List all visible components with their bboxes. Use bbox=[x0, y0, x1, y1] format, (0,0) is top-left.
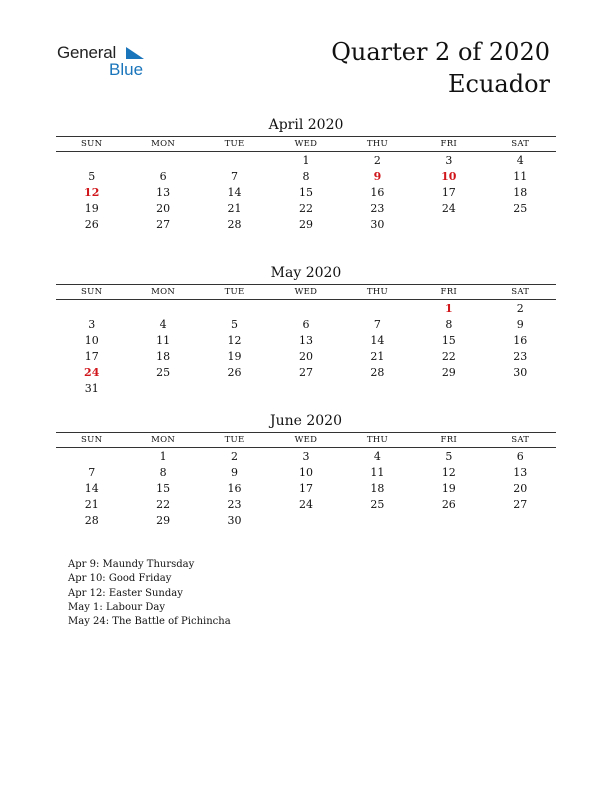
day-cell: 9 bbox=[516, 317, 524, 331]
day-cell: 11 bbox=[513, 169, 528, 183]
page-title bbox=[331, 36, 550, 100]
weekday-header: THU bbox=[366, 287, 388, 297]
week-row bbox=[56, 512, 556, 528]
title-quarter: Quarter 2 of 2020 bbox=[331, 38, 550, 66]
logo-blue-text: Blue bbox=[109, 60, 144, 79]
day-cell: 16 bbox=[513, 333, 528, 347]
day-cell: 12 bbox=[227, 333, 242, 347]
logo-general-text: General bbox=[57, 43, 117, 62]
holiday-note: May 1: Labour Day bbox=[68, 601, 165, 613]
month-name: June 2020 bbox=[269, 413, 342, 429]
week-row bbox=[56, 200, 556, 216]
week-row bbox=[56, 216, 556, 232]
week-row bbox=[56, 184, 556, 200]
day-cell: 6 bbox=[302, 317, 310, 331]
generalblue-logo bbox=[57, 43, 167, 83]
day-cell: 2 bbox=[231, 449, 239, 463]
month-calendar-may bbox=[56, 264, 556, 396]
week-row bbox=[56, 464, 556, 480]
day-cell: 24 bbox=[298, 497, 313, 511]
day-cell: 23 bbox=[370, 201, 385, 215]
day-cell: 21 bbox=[84, 497, 99, 511]
week-row bbox=[56, 168, 556, 184]
weekday-header: THU bbox=[366, 139, 388, 149]
day-cell: 9 bbox=[231, 465, 239, 479]
day-cell: 7 bbox=[231, 169, 239, 183]
day-cell: 13 bbox=[156, 185, 171, 199]
week-row bbox=[56, 152, 556, 168]
day-cell: 7 bbox=[88, 465, 96, 479]
holiday-note: Apr 9: Maundy Thursday bbox=[68, 559, 195, 570]
day-cell: 20 bbox=[298, 349, 313, 363]
weekday-header: SUN bbox=[81, 139, 103, 149]
day-cell: 31 bbox=[84, 381, 99, 395]
day-cell: 11 bbox=[370, 465, 385, 479]
day-cell: 25 bbox=[156, 365, 171, 379]
day-cell: 14 bbox=[84, 481, 99, 495]
day-cell: 8 bbox=[159, 465, 167, 479]
month-calendar-june bbox=[56, 412, 556, 528]
day-cell: 16 bbox=[227, 481, 242, 495]
day-cell: 13 bbox=[298, 333, 313, 347]
logo-flag-icon bbox=[124, 45, 146, 61]
day-cell: 6 bbox=[159, 169, 167, 183]
month-calendar-april bbox=[56, 116, 556, 232]
day-cell: 9 bbox=[373, 169, 382, 183]
day-cell: 7 bbox=[373, 317, 381, 331]
week-row bbox=[56, 448, 556, 464]
weekday-header: TUE bbox=[224, 435, 245, 445]
day-cell: 11 bbox=[156, 333, 171, 347]
day-cell: 24 bbox=[84, 365, 100, 379]
week-row bbox=[56, 332, 556, 348]
month-name: April 2020 bbox=[268, 117, 344, 133]
weekday-header: TUE bbox=[224, 139, 245, 149]
holiday-note: May 24: The Battle of Pichincha bbox=[68, 616, 231, 628]
day-cell: 26 bbox=[84, 217, 99, 231]
day-cell: 20 bbox=[513, 481, 528, 495]
day-cell: 27 bbox=[513, 497, 528, 511]
weekday-header: SUN bbox=[81, 435, 103, 445]
day-cell: 2 bbox=[516, 301, 524, 315]
weekday-header: MON bbox=[151, 139, 176, 149]
weekday-header: SAT bbox=[511, 287, 530, 297]
day-cell: 23 bbox=[513, 349, 528, 363]
week-row bbox=[56, 316, 556, 332]
day-cell: 28 bbox=[84, 513, 99, 527]
day-cell: 5 bbox=[88, 169, 96, 183]
weekday-header: FRI bbox=[440, 435, 458, 445]
title-country: Ecuador bbox=[447, 70, 550, 98]
day-cell: 27 bbox=[156, 217, 171, 231]
day-cell: 4 bbox=[373, 449, 381, 463]
weekday-header: SAT bbox=[511, 139, 530, 149]
weekday-header-row bbox=[56, 136, 556, 152]
day-cell: 18 bbox=[513, 185, 528, 199]
day-cell: 18 bbox=[156, 349, 171, 363]
weekday-header: SAT bbox=[511, 435, 530, 445]
day-cell: 10 bbox=[441, 169, 457, 183]
day-cell: 21 bbox=[227, 201, 242, 215]
day-cell: 14 bbox=[227, 185, 242, 199]
day-cell: 12 bbox=[84, 185, 100, 199]
day-cell: 21 bbox=[370, 349, 385, 363]
day-cell: 25 bbox=[513, 201, 528, 215]
weekday-header: MON bbox=[151, 435, 176, 445]
day-cell: 10 bbox=[84, 333, 99, 347]
day-cell: 22 bbox=[156, 497, 171, 511]
day-cell: 17 bbox=[441, 185, 456, 199]
weekday-header: FRI bbox=[440, 287, 458, 297]
weekday-header: WED bbox=[294, 139, 318, 149]
day-cell: 30 bbox=[513, 365, 528, 379]
day-cell: 22 bbox=[441, 349, 456, 363]
day-cell: 8 bbox=[445, 317, 453, 331]
day-cell: 6 bbox=[516, 449, 524, 463]
day-cell: 1 bbox=[302, 153, 310, 167]
day-cell: 15 bbox=[156, 481, 171, 495]
weekday-header: THU bbox=[366, 435, 388, 445]
weekday-header: WED bbox=[294, 287, 318, 297]
day-cell: 13 bbox=[513, 465, 528, 479]
day-cell: 26 bbox=[227, 365, 242, 379]
day-cell: 25 bbox=[370, 497, 385, 511]
week-row bbox=[56, 364, 556, 380]
day-cell: 1 bbox=[444, 301, 453, 315]
day-cell: 4 bbox=[516, 153, 524, 167]
weekday-header: SUN bbox=[81, 287, 103, 297]
weekday-header-row bbox=[56, 432, 556, 448]
week-row bbox=[56, 380, 556, 396]
day-cell: 17 bbox=[84, 349, 99, 363]
day-cell: 19 bbox=[84, 201, 99, 215]
day-cell: 1 bbox=[159, 449, 167, 463]
day-cell: 22 bbox=[298, 201, 313, 215]
weekday-header-row bbox=[56, 284, 556, 300]
day-cell: 3 bbox=[302, 449, 310, 463]
weekday-header: FRI bbox=[440, 139, 458, 149]
day-cell: 27 bbox=[298, 365, 313, 379]
weekday-header: TUE bbox=[224, 287, 245, 297]
day-cell: 28 bbox=[370, 365, 385, 379]
day-cell: 20 bbox=[156, 201, 171, 215]
day-cell: 19 bbox=[227, 349, 242, 363]
holiday-note: Apr 12: Easter Sunday bbox=[68, 587, 183, 599]
day-cell: 26 bbox=[441, 497, 456, 511]
day-cell: 24 bbox=[441, 201, 456, 215]
day-cell: 15 bbox=[441, 333, 456, 347]
holiday-notes bbox=[68, 558, 231, 629]
day-cell: 3 bbox=[88, 317, 96, 331]
day-cell: 30 bbox=[370, 217, 385, 231]
day-cell: 2 bbox=[373, 153, 381, 167]
day-cell: 10 bbox=[298, 465, 313, 479]
day-cell: 23 bbox=[227, 497, 242, 511]
day-cell: 14 bbox=[370, 333, 385, 347]
day-cell: 8 bbox=[302, 169, 310, 183]
day-cell: 15 bbox=[298, 185, 313, 199]
day-cell: 29 bbox=[156, 513, 171, 527]
weekday-header: WED bbox=[294, 435, 318, 445]
month-name: May 2020 bbox=[270, 265, 342, 281]
day-cell: 3 bbox=[445, 153, 453, 167]
week-row bbox=[56, 300, 556, 316]
week-row bbox=[56, 348, 556, 364]
day-cell: 5 bbox=[445, 449, 453, 463]
day-cell: 4 bbox=[159, 317, 167, 331]
day-cell: 28 bbox=[227, 217, 242, 231]
day-cell: 30 bbox=[227, 513, 242, 527]
day-cell: 29 bbox=[298, 217, 313, 231]
day-cell: 19 bbox=[441, 481, 456, 495]
day-cell: 12 bbox=[441, 465, 456, 479]
week-row bbox=[56, 480, 556, 496]
weekday-header: MON bbox=[151, 287, 176, 297]
day-cell: 18 bbox=[370, 481, 385, 495]
holiday-note: Apr 10: Good Friday bbox=[68, 573, 172, 585]
day-cell: 5 bbox=[231, 317, 239, 331]
day-cell: 29 bbox=[441, 365, 456, 379]
day-cell: 17 bbox=[298, 481, 313, 495]
week-row bbox=[56, 496, 556, 512]
day-cell: 16 bbox=[370, 185, 385, 199]
